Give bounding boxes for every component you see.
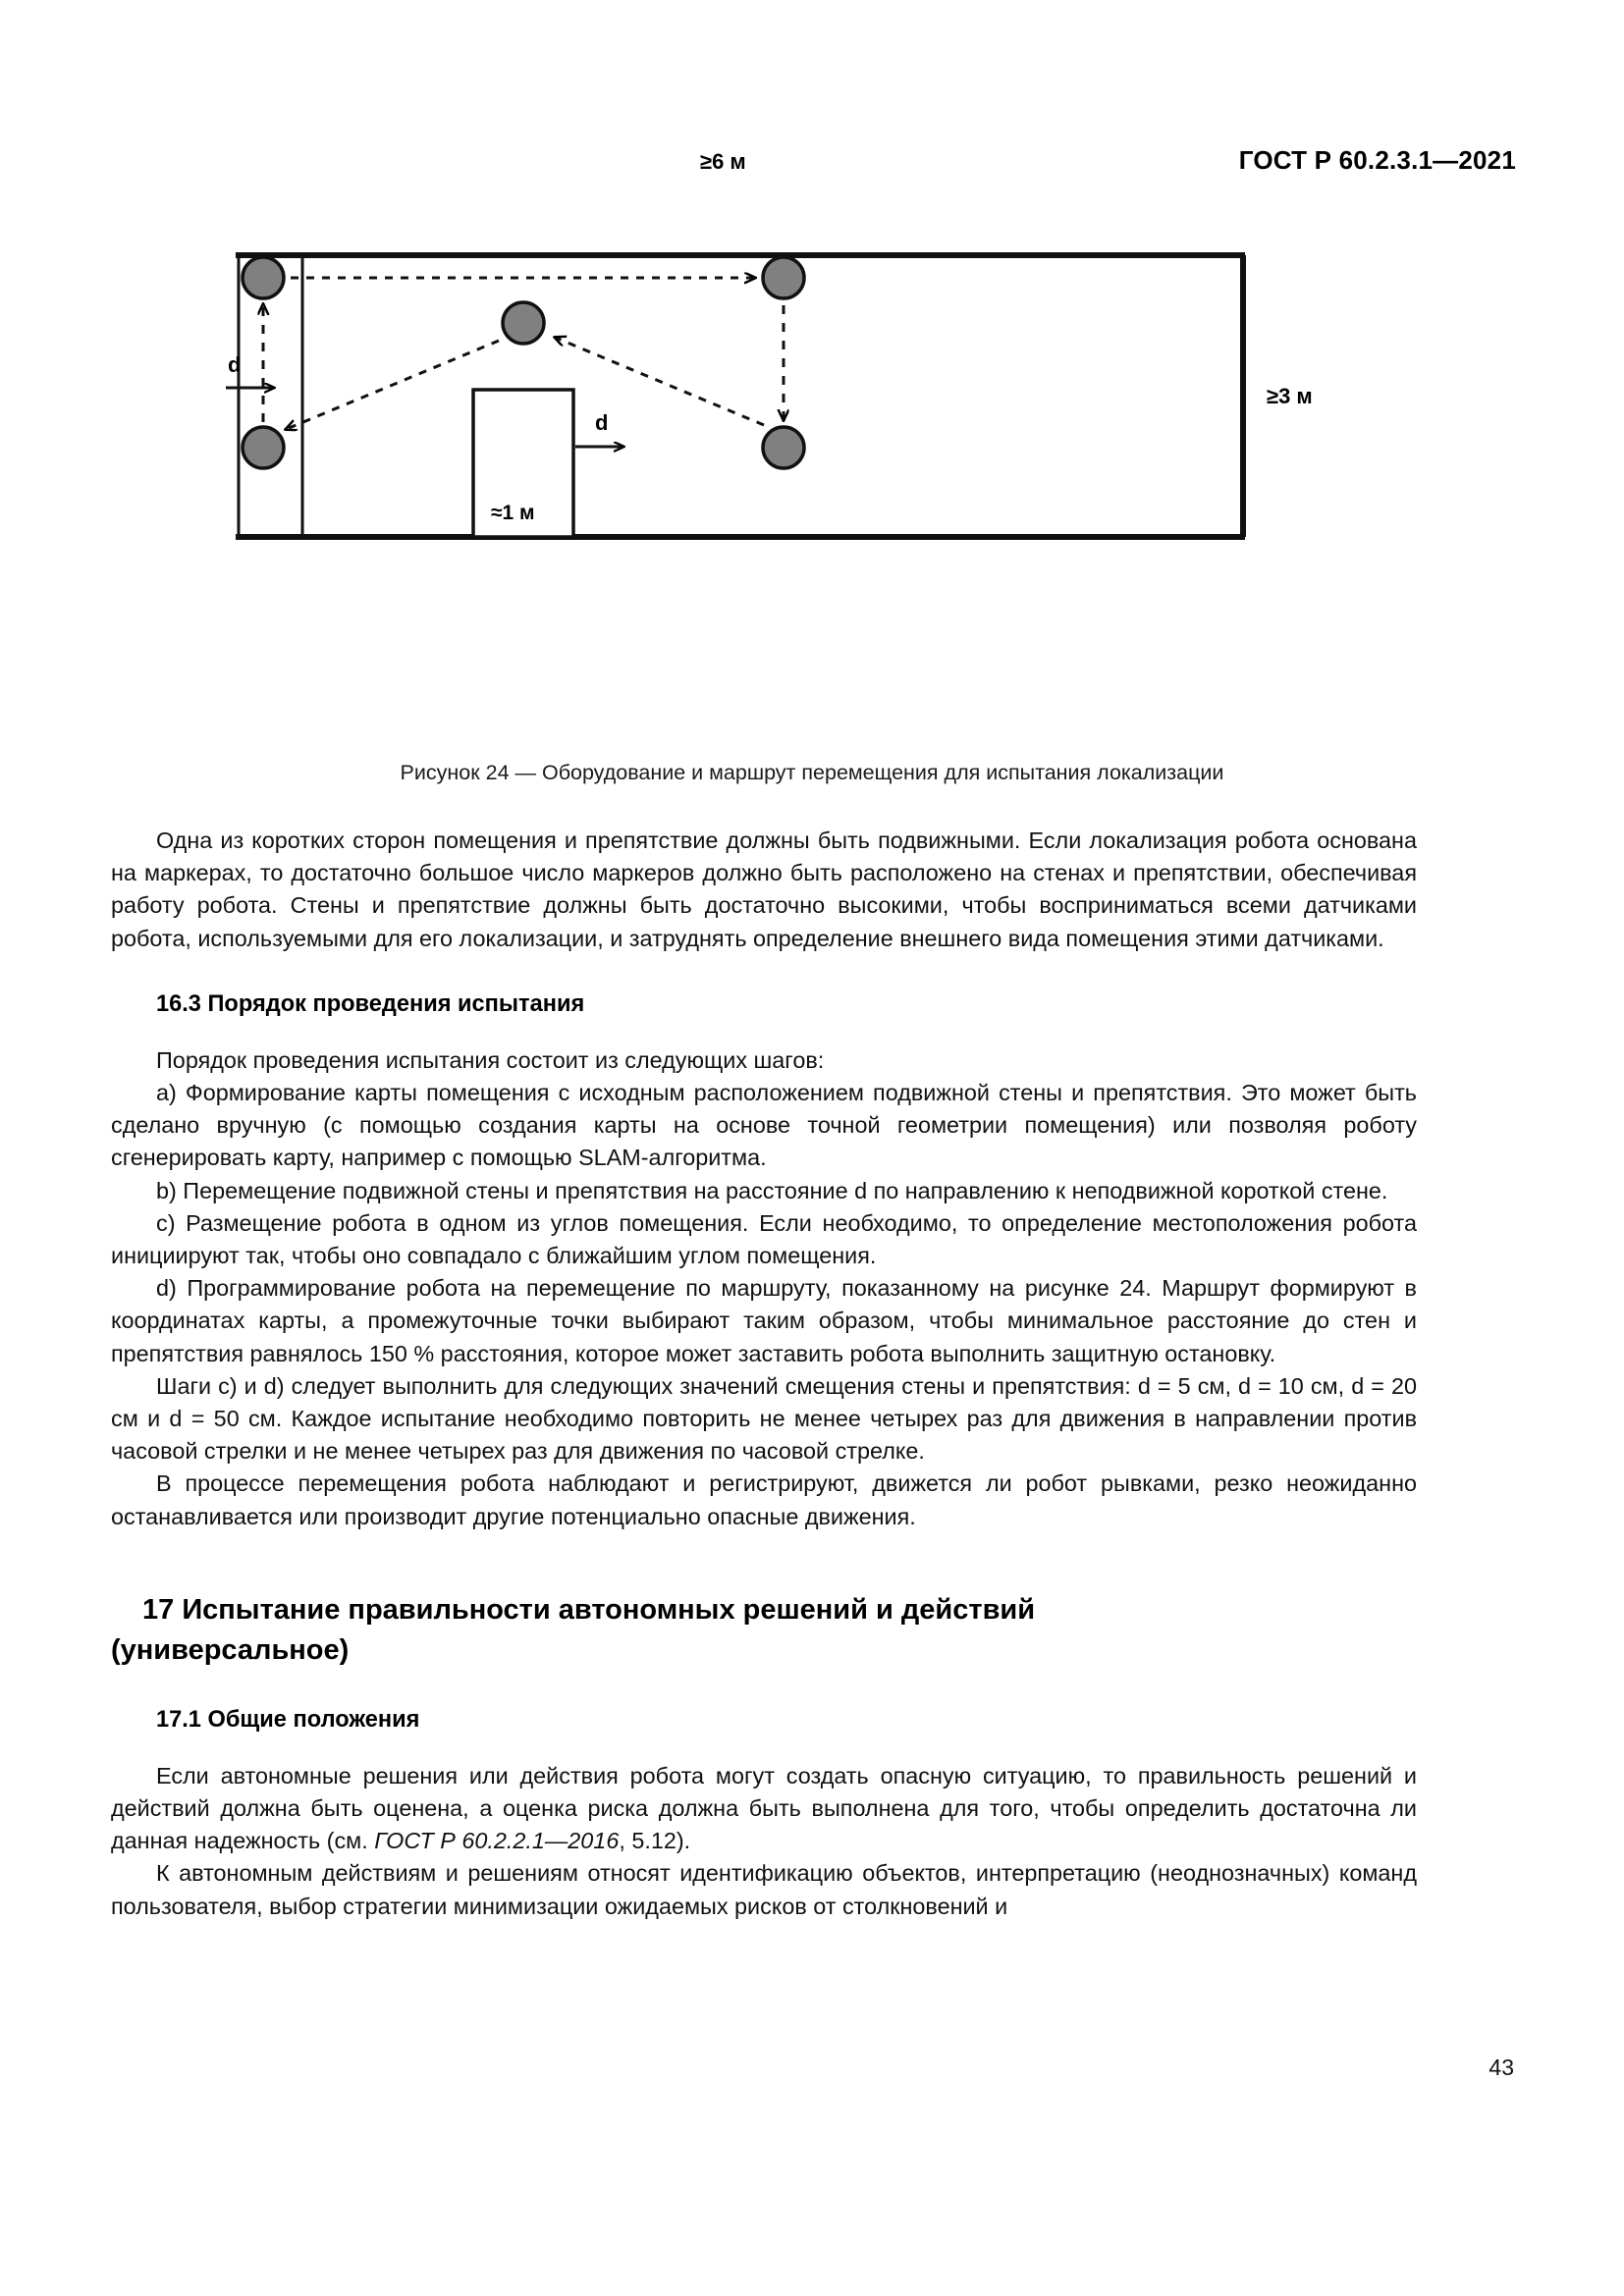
document-body (111, 825, 1417, 1923)
paragraph-17-1-second: К автономным действиям и решениям относят идентификацию объектов, интерпретацию (неоднозначных) команд пользователя, выбор стратегии минимизации ожидаемых рисков от столкновений и (111, 1860, 1417, 1919)
cross-reference-gost: ГОСТ Р 60.2.2.1—2016 (374, 1828, 620, 1854)
paragraph-steps-intro: Порядок проведения испытания состоит из следующих шагов: (156, 1046, 825, 1073)
page-number: 43 (1489, 2055, 1514, 2080)
paragraph-17-1-text-after-ref: , 5.12). (619, 1828, 691, 1854)
paragraph-step-a: a) Формирование карты помещения с исходным расположением подвижной стены и препятствия. Это может быть сделано вручную (с помощью создания карты на основе точной геометрии помещения) или позволяя роботу сгенерировать карту, например с помощью SLAM-алгоритма. (111, 1080, 1417, 1171)
paragraph-step-d: d) Программирование робота на перемещение по маршруту, показанному на рисунке 24. Маршрут формируют в координатах карты, а промежуточные точки выбирают таким образом, чтобы минимальное расстояние до стен и препятствия равнялось 150 % расстояния, которое может заставить робота выполнить защитную остановку. (111, 1275, 1417, 1366)
figure-label-obstacle-offset-d: d (595, 410, 609, 435)
paragraph-step-c: c) Размещение робота в одном из углов помещения. Если необходимо, то определение местоположения робота инициируют так, чтобы оно совпадало с ближайшим углом помещения. (111, 1209, 1417, 1269)
paragraph-observation: В процессе перемещения робота наблюдают и регистрируют, движется ли робот рывками, резко неожиданно останавливается или производит другие потенциально опасные движения. (111, 1470, 1417, 1529)
figure-label-top-dimension: ≥6 м (700, 149, 746, 174)
heading-17-1: 17.1 Общие положения (156, 1706, 420, 1733)
figure-label-right-dimension: ≥3 м (1267, 384, 1313, 408)
paragraph-intro: Одна из коротких сторон помещения и препятствие должны быть подвижными. Если локализация робота основана на маркерах, то достаточно большое число маркеров должно быть расположено на стенах и препятствии, обеспечивая работу робота. Стены и препятствие должны быть достаточно высокими, чтобы восприниматься всеми датчиками робота, используемыми для его локализации, и затруднять определение внешнего вида помещения этими датчиками. (111, 828, 1417, 951)
page-header-standard-id: ГОСТ Р 60.2.3.1—2021 (1238, 145, 1516, 175)
figure-label-obstacle-size: ≈1 м (491, 502, 535, 524)
paragraph-repeat-conditions: Шаги c) и d) следует выполнить для следующих значений смещения стены и препятствия: d = 5 см, d = 10 см, d = 20 см и d = 50 см. Каждое испытание необходимо повторить не менее четырех раз для движения в направлении против часовой стрелки и не менее четырех раз для движения по часовой стрелке. (111, 1372, 1417, 1465)
heading-16-3: 16.3 Порядок проведения испытания (156, 990, 585, 1017)
paragraph-step-b: b) Перемещение подвижной стены и препятствия на расстояние d по направлению к неподвижной короткой стене. (156, 1177, 1388, 1203)
figure-label-wall-offset-d: d (228, 352, 242, 377)
paragraph-17-1-first (111, 1760, 1417, 1858)
heading-17: 17 Испытание правильности автономных решений и действий (универсальное) (111, 1593, 1036, 1666)
paragraph-17-1-text-before-ref: Если автономные решения или действия робота могут создать опасную ситуацию, то правильность решений и действий должна быть оценена, а оценка риска должна быть выполнена для того, чтобы определить достаточна ли данная надежность (см. (111, 1762, 1417, 1854)
figure-24-caption: Рисунок 24 — Оборудование и маршрут перемещения для испытания локализации (400, 761, 1224, 784)
